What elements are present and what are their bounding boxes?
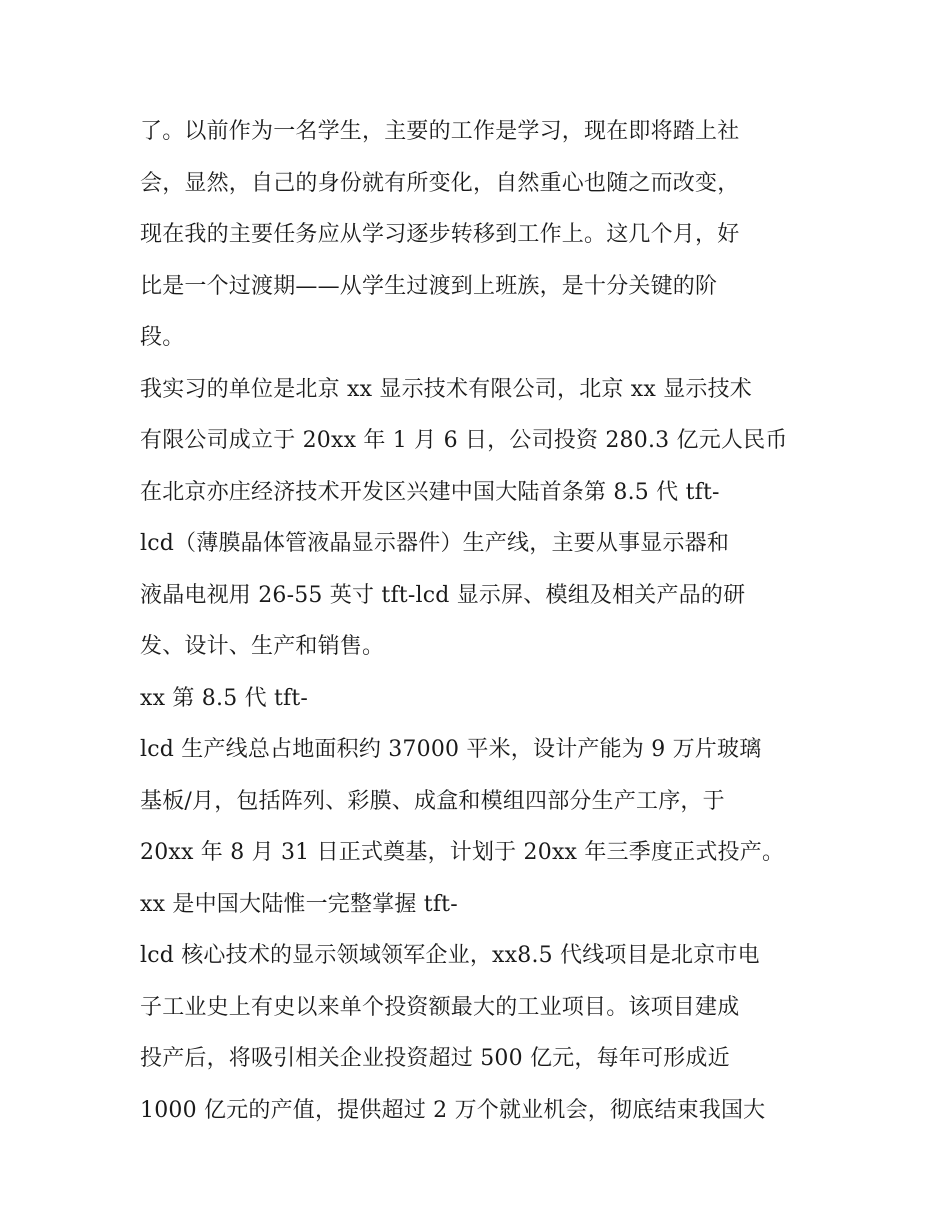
text-line: 现在我的主要任务应从学习逐步转移到工作上。这几个月，好 bbox=[140, 222, 740, 247]
text-line: 段。 bbox=[140, 325, 185, 350]
text-line: 液晶电视用 26-55 英寸 tft-lcd 显示屏、模组及相关产品的研 bbox=[140, 582, 746, 608]
text-line: 20xx 年 8 月 31 日正式奠基，计划于 20xx 年三季度正式投产。 bbox=[140, 840, 785, 865]
document-body bbox=[140, 106, 820, 1136]
text-line: xx 第 8.5 代 tft- bbox=[140, 685, 309, 711]
text-line: 比是一个过渡期——从学生过渡到上班族，是十分关键的阶 bbox=[140, 273, 718, 299]
text-line: 子工业史上有史以来单个投资额最大的工业项目。该项目建成 bbox=[140, 994, 740, 1020]
text-line: xx 是中国大陆惟一完整掌握 tft- bbox=[140, 891, 458, 917]
text-line: 基板/月，包括阵列、彩膜、成盒和模组四部分生产工序，于 bbox=[140, 788, 725, 814]
text-line: 有限公司成立于 20xx 年 1 月 6 日，公司投资 280.3 亿元人民币 bbox=[140, 428, 788, 453]
text-line: 1000 亿元的产值，提供超过 2 万个就业机会，彻底结束我国大 bbox=[140, 1097, 766, 1123]
text-line: 在北京亦庄经济技术开发区兴建中国大陆首条第 8.5 代 tft- bbox=[140, 479, 720, 505]
text-line: lcd 核心技术的显示领域领军企业，xx8.5 代线项目是北京市电 bbox=[140, 943, 760, 968]
text-line: 我实习的单位是北京 xx 显示技术有限公司，北京 xx 显示技术 bbox=[140, 376, 753, 402]
text-line: 投产后，将吸引相关企业投资超过 500 亿元，每年可形成近 bbox=[140, 1046, 730, 1071]
text-line: lcd（薄膜晶体管液晶显示器件）生产线，主要从事显示器和 bbox=[140, 531, 730, 556]
text-line: 了。以前作为一名学生，主要的工作是学习，现在即将踏上社 bbox=[140, 119, 740, 144]
text-line: 会，显然，自己的身份就有所变化，自然重心也随之而改变， bbox=[140, 170, 740, 196]
text-line: lcd 生产线总占地面积约 37000 平米，设计产能为 9 万片玻璃 bbox=[140, 737, 762, 762]
text-line: 发、设计、生产和销售。 bbox=[140, 634, 385, 659]
